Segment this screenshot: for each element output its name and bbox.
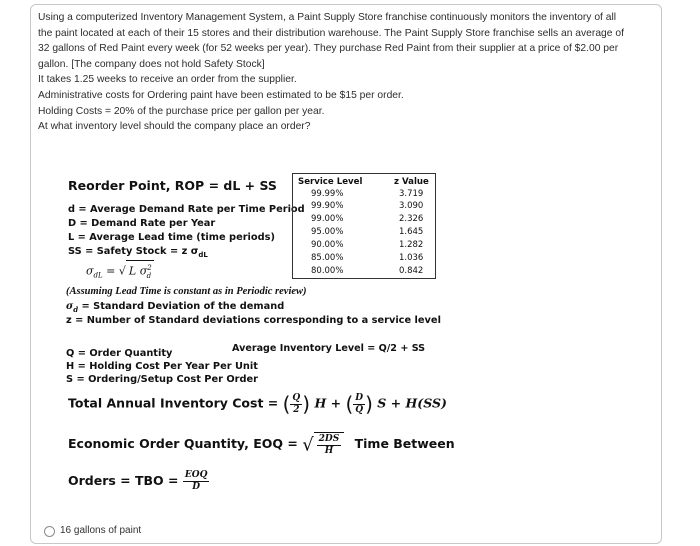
paren-glyph: ( xyxy=(345,392,354,416)
tbo-label: Orders = TBO = xyxy=(68,473,179,488)
formula-sheet-image xyxy=(66,170,455,516)
tac-tail: H(SS) xyxy=(405,395,447,411)
fraction-numerator: EOQ xyxy=(184,470,208,480)
z-table-service-level: 99.90% xyxy=(311,201,344,211)
definition-ss xyxy=(68,246,208,259)
z-table-service-level: 85.00% xyxy=(311,253,344,263)
sigma-lhs: σ xyxy=(86,264,94,278)
z-table-service-level: 95.00% xyxy=(311,227,344,237)
fraction-numerator: D xyxy=(353,393,365,405)
question-line: gallon. [The company does not hold Safety Stock] xyxy=(38,58,265,70)
tac-h: H + xyxy=(314,395,342,411)
question-line: Holding Costs = 20% of the purchase price per gallon per year. xyxy=(38,105,325,117)
eoq-label: Economic Order Quantity, EOQ = xyxy=(68,436,298,451)
definition-D: D = Demand Rate per Year xyxy=(68,218,216,229)
eoq-tail: Time Between xyxy=(354,436,455,451)
paren-glyph: ( xyxy=(282,392,291,416)
eoq-radicand xyxy=(314,432,345,457)
tbo-formula xyxy=(68,470,209,493)
question-line: 32 gallons of Red Paint every week (for 52 weeks per year). They purchase Red Paint from their supplier at a price of $2.00 per xyxy=(38,43,619,55)
eoq-formula xyxy=(68,432,455,457)
z-definition: z = Number of Standard deviations corresponding to a service level xyxy=(66,315,441,326)
z-table-z-value: 1.645 xyxy=(399,227,424,237)
z-table-z-value: 2.326 xyxy=(399,214,424,224)
z-table-z-value: 0.842 xyxy=(399,266,424,276)
rop-title: Reorder Point, ROP = dL + SS xyxy=(68,178,277,193)
definition-ss-text: SS = Safety Stock = z σ xyxy=(68,246,199,257)
fraction-denominator: Q xyxy=(355,404,364,415)
radicand-text: L σ xyxy=(128,264,148,278)
radicand-sup: 2 xyxy=(147,264,152,272)
sigma-d-sub: d xyxy=(73,304,79,314)
sqrt-sign: √ L $\sigma^2_d$ xyxy=(119,260,154,283)
answer-option-label[interactable]: 16 gallons of paint xyxy=(60,525,142,536)
fraction-2ds-over-h xyxy=(317,434,342,457)
sigma-eq: = xyxy=(106,264,116,278)
paren-glyph: ) xyxy=(365,392,373,416)
assumption-text: (Assuming Lead Time is constant as in Periodic review) xyxy=(66,286,307,297)
sigma-d-definition xyxy=(66,301,284,314)
z-table-service-level: 99.99% xyxy=(311,189,344,199)
paren-glyph: ) xyxy=(302,392,311,416)
definition-d: d = Average Demand Rate per Time Period xyxy=(68,204,305,215)
sigma-lhs-sub: dL xyxy=(93,271,103,280)
fraction-denominator: 2 xyxy=(293,404,300,415)
fraction-numerator: 2DS xyxy=(318,434,340,444)
question-line: Administrative costs for Ordering paint have been estimated to be $15 per order. xyxy=(38,89,404,101)
question-line: the paint located at each of their 15 stores and their distribution warehouse. The Paint Supply Store franchise sells an average of xyxy=(38,27,624,39)
z-table-service-level: 99.00% xyxy=(311,214,344,224)
z-table-service-level: 80.00% xyxy=(311,266,344,276)
sigma-d-text: = Standard Deviation of the demand xyxy=(78,301,285,312)
z-table-z-value: 1.036 xyxy=(399,253,424,263)
question-text xyxy=(38,10,648,135)
question-line: At what inventory level should the company place an order? xyxy=(38,121,311,133)
z-table-z-value: 1.282 xyxy=(399,240,424,250)
fraction-denominator: H xyxy=(324,446,334,456)
average-inventory-formula: Average Inventory Level = Q/2 + SS xyxy=(232,343,426,354)
fraction-q-over-2 xyxy=(290,393,302,416)
sigma-d-sym: σ xyxy=(66,301,74,312)
fraction-numerator: Q xyxy=(292,392,301,403)
fraction-eoq-over-d xyxy=(183,470,210,493)
z-table-z-value: 3.090 xyxy=(399,201,424,211)
definition-L: L = Average Lead time (time periods) xyxy=(68,232,275,243)
z-table-header-z-value: z Value xyxy=(394,177,429,187)
z-table-service-level: 90.00% xyxy=(311,240,344,250)
definition-ss-sub: dL xyxy=(198,250,208,259)
sigma-radicand xyxy=(126,260,154,283)
tac-s: S + xyxy=(377,395,402,411)
answer-option-radio[interactable] xyxy=(44,526,55,537)
question-line: Using a computerized Inventory Management System, a Paint Supply Store franchise continuously monitors the inventory of all xyxy=(38,12,617,23)
z-table-z-value: 3.719 xyxy=(399,189,424,199)
z-value-table xyxy=(292,173,436,279)
h-definition: H = Holding Cost Per Year Per Unit xyxy=(66,361,258,372)
question-line: It takes 1.25 weeks to receive an order from the supplier. xyxy=(38,74,297,86)
radicand-sub: d xyxy=(146,271,152,280)
z-table-header-service-level: Service Level xyxy=(298,177,363,187)
q-definition: Q = Order Quantity xyxy=(66,348,173,359)
total-annual-cost-formula xyxy=(68,392,447,416)
tac-label: Total Annual Inventory Cost = xyxy=(68,395,279,411)
sqrt-sign: √ $\frac{2DS}{H}$ xyxy=(302,432,344,457)
sigma-formula xyxy=(86,260,154,283)
fraction-denominator: D xyxy=(192,482,201,492)
s-definition: S = Ordering/Setup Cost Per Order xyxy=(66,374,259,385)
fraction-d-over-q xyxy=(353,393,365,416)
